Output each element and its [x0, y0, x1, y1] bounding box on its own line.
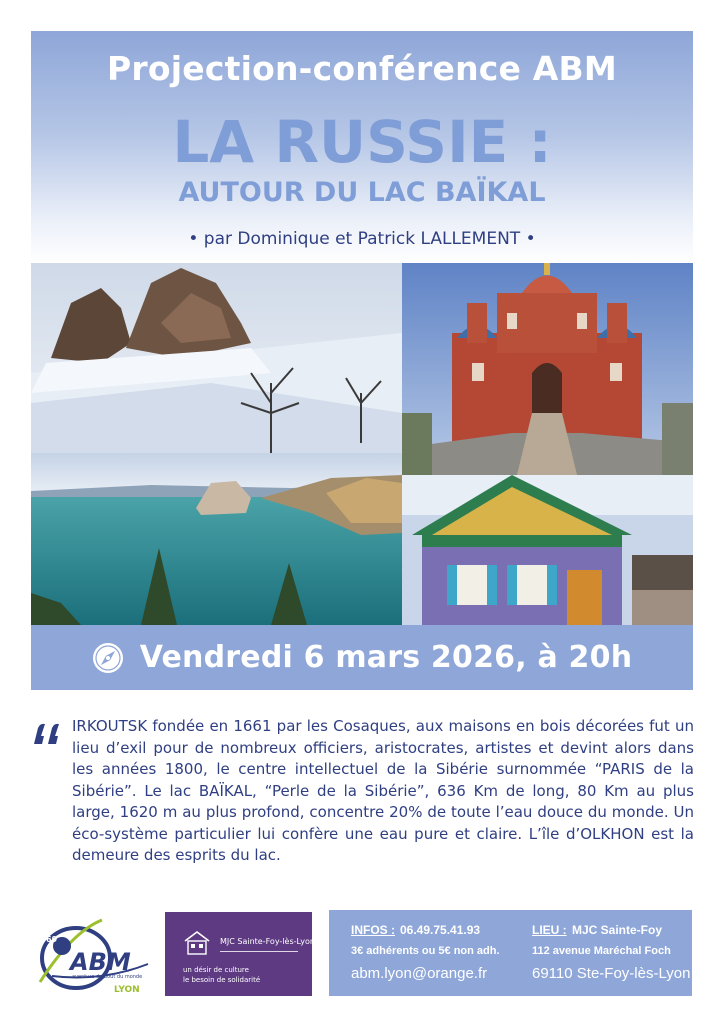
infos-prices: 3€ adhérents ou 5€ non adh.: [351, 945, 500, 957]
photo-lake-baikal: [31, 453, 402, 625]
lieu-street: 112 avenue Maréchal Foch: [532, 945, 671, 957]
mjc-divider: [220, 951, 298, 952]
event-subtitle: AUTOUR DU LAC BAÏKAL: [178, 177, 546, 208]
abm-logo-name: ABM: [70, 948, 131, 976]
event-date-banner: [31, 625, 693, 690]
lieu-label: LIEU :: [532, 923, 567, 937]
abm-logo-city: LYON: [114, 985, 140, 995]
mjc-tagline-2: le besoin de solidarité: [183, 976, 261, 984]
event-description: IRKOUTSK fondée en 1661 par les Cosaques, aux maisons en bois décorées fut un lieu d’exil pour de nombreux officiers, aristocrates, artistes et devint alors dans les années 1800, le centre intellectuel de la Sibérie surnommée “PARIS de la Sibérie”. Le lac BAÏKAL, “Perle de la Sibérie”, 636 Km de long, 80 Km au plus large, 1620 m au plus profond, concentre 20% de toute l’eau douce du monde. Un éco-système particulier lui confère une eau pure et claire. L’île d’OLKHON est la demeure des esprits du lac.: [72, 717, 694, 864]
infos-email[interactable]: abm.lyon@orange.fr: [351, 965, 488, 982]
infos-phone: 06.49.75.41.93: [400, 923, 481, 937]
svg-text:69: 69: [46, 935, 58, 944]
infos-label: INFOS :: [351, 923, 395, 937]
mjc-name: MJC Sainte-Foy-lès-Lyon: [220, 937, 315, 946]
photo-wooden-house: [402, 475, 693, 625]
poster-header: [31, 31, 693, 263]
mjc-tagline-1: un désir de culture: [183, 966, 249, 974]
speakers-byline: • par Dominique et Patrick LALLEMENT •: [188, 229, 536, 249]
info-box: [329, 910, 692, 996]
abm-logo: [32, 912, 150, 1000]
quote-icon: [32, 722, 62, 746]
lieu-city: 69110 Ste-Foy-lès-Lyon: [532, 965, 691, 982]
photo-winter-cliffs: [31, 263, 402, 453]
photo-collage: [31, 263, 693, 625]
event-date: Vendredi 6 mars 2026, à 20h: [139, 640, 633, 675]
photo-cathedral: [402, 263, 693, 475]
abm-logo-tagline: aventure du bout du monde: [72, 974, 143, 980]
mjc-house-icon: [183, 930, 211, 956]
event-title: LA RUSSIE :: [172, 108, 552, 176]
event-kicker: Projection-conférence ABM: [107, 49, 617, 88]
mjc-logo: [165, 912, 315, 996]
compass-icon: [92, 642, 124, 674]
lieu-venue: MJC Sainte-Foy: [572, 923, 663, 937]
